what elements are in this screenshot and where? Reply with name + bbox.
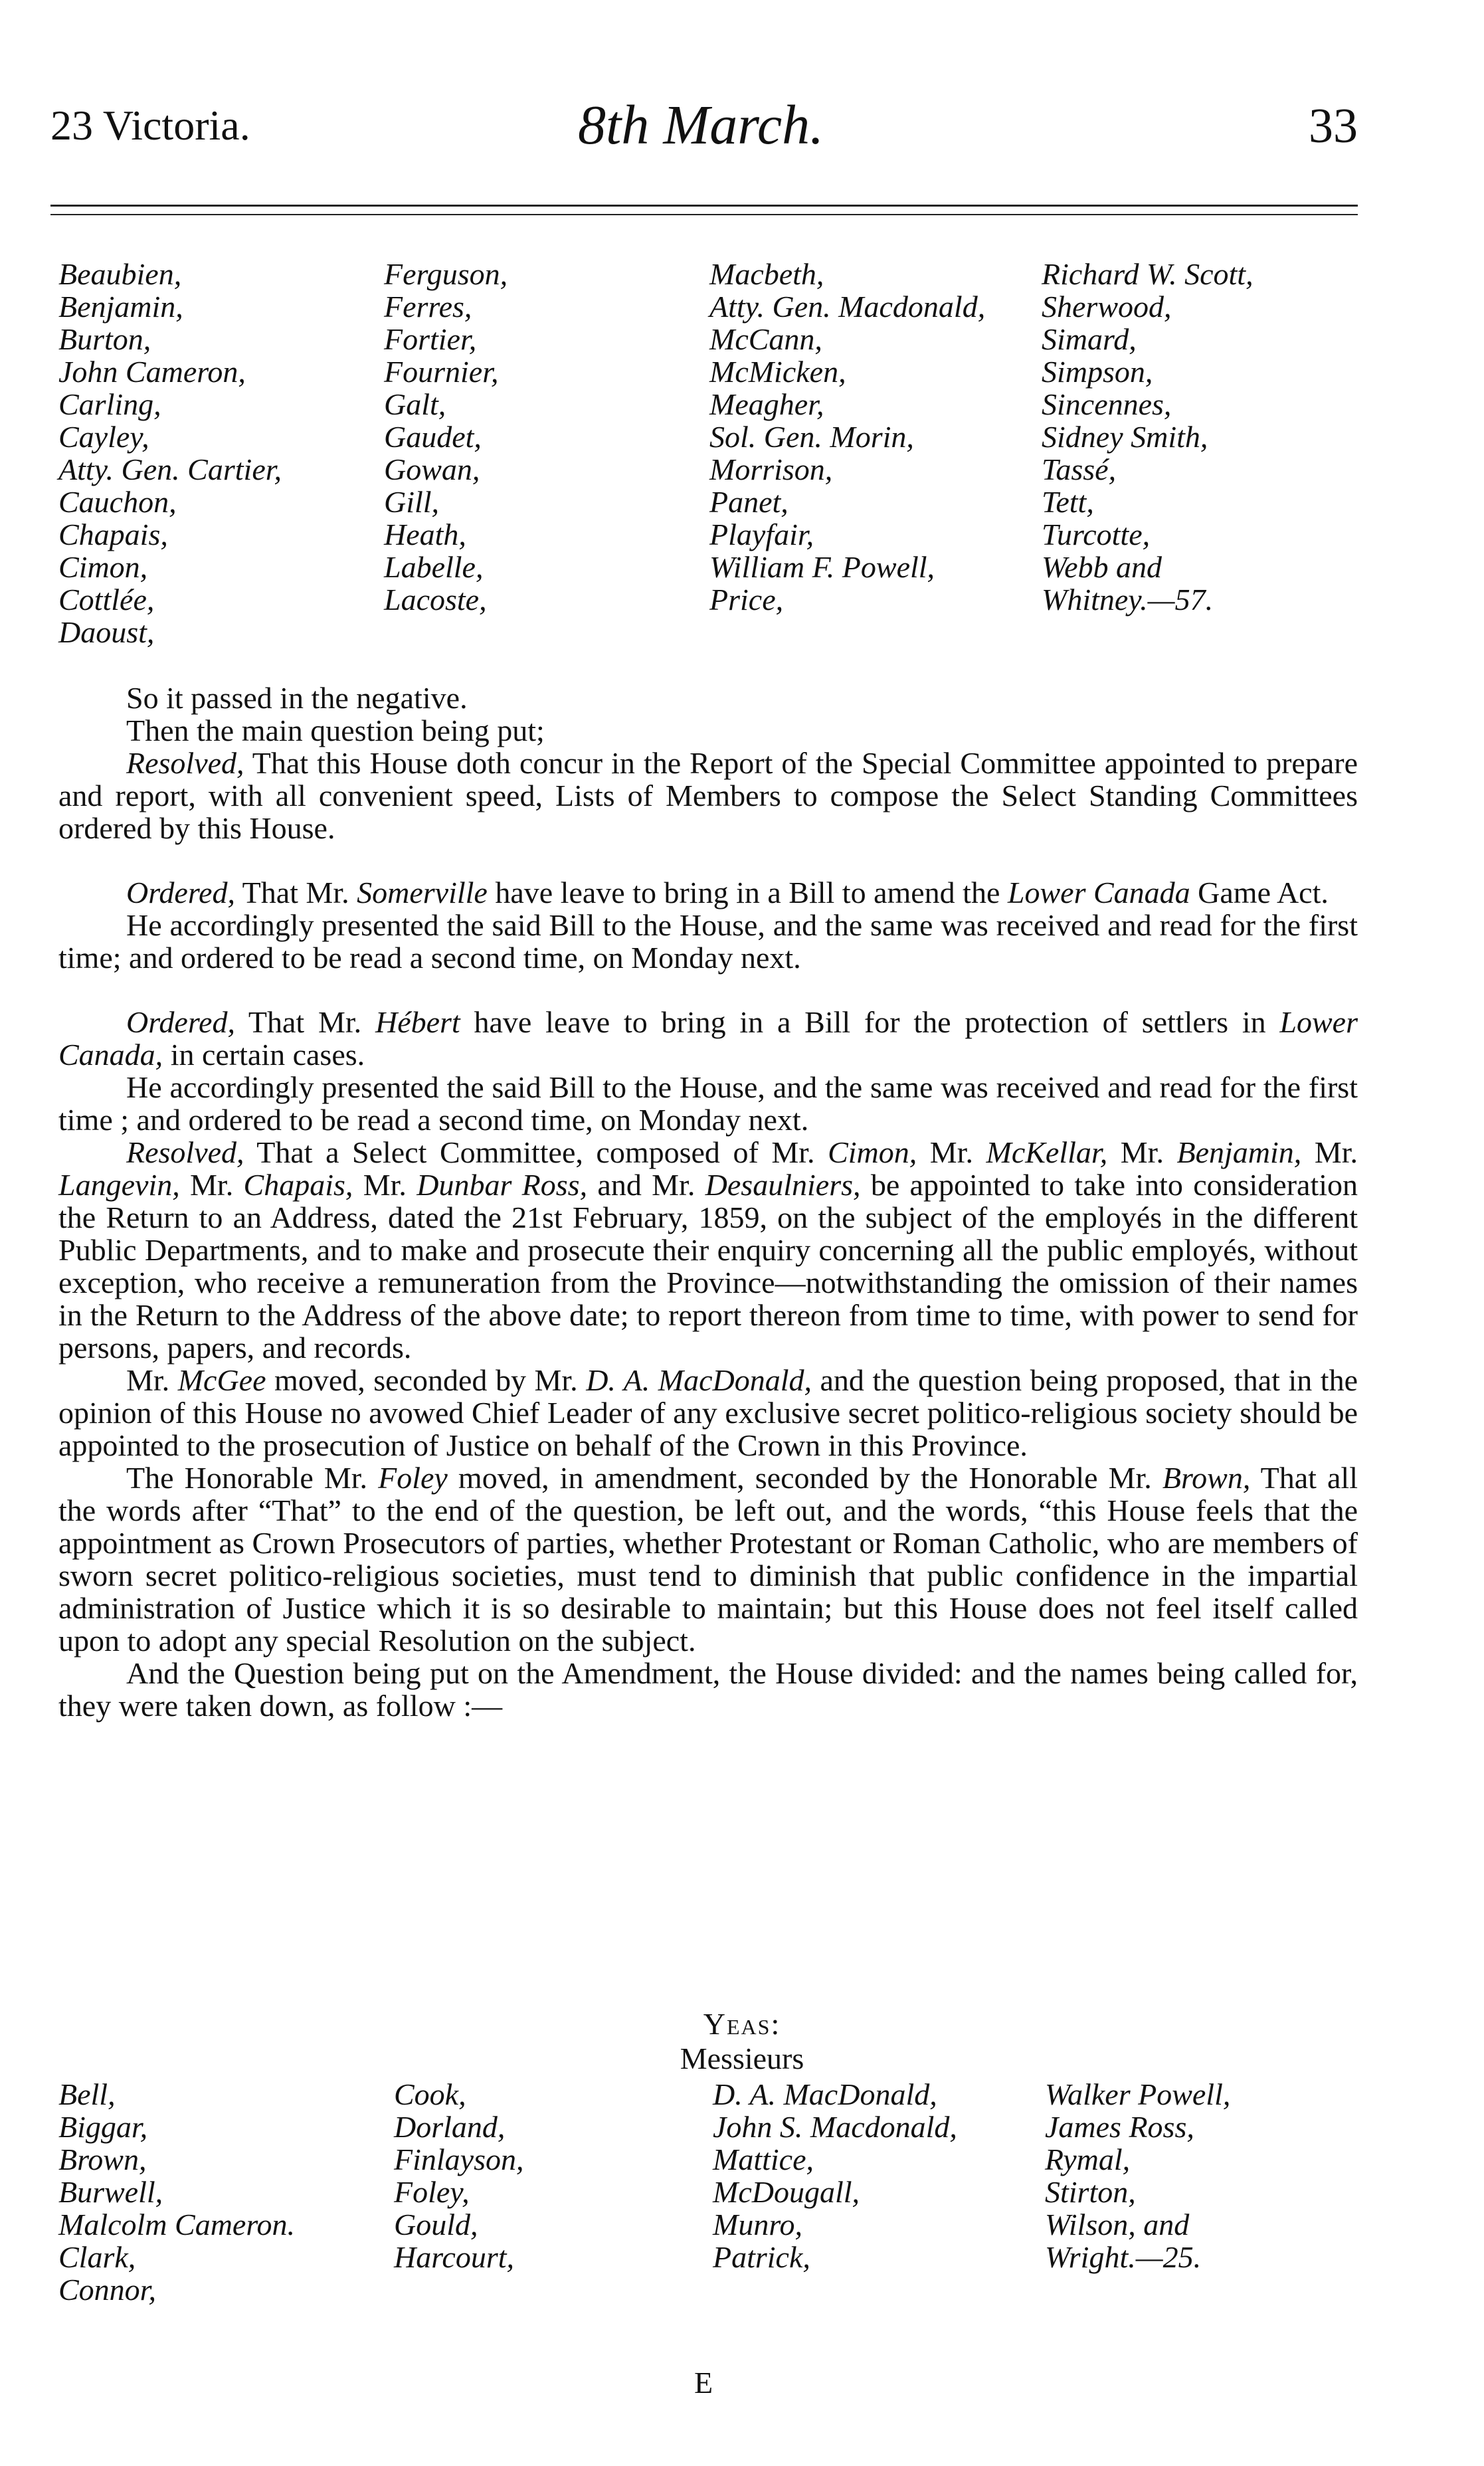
name-entry: Simpson, bbox=[1042, 355, 1153, 389]
name-entry: Gowan, bbox=[384, 452, 480, 486]
nays-col-3 bbox=[709, 258, 985, 616]
name-entry: Turcotte, bbox=[1042, 518, 1151, 551]
name-entry: Dorland, bbox=[394, 2110, 506, 2144]
name-entry: McMicken, bbox=[709, 355, 846, 389]
name-entry: Tassé, bbox=[1042, 452, 1117, 486]
name-entry: Sincennes, bbox=[1042, 387, 1172, 421]
name-entry: Cauchon, bbox=[58, 485, 177, 519]
header-date: 8th March. bbox=[578, 94, 824, 156]
name-entry: Ferres, bbox=[384, 290, 472, 324]
name-entry: Daoust, bbox=[58, 615, 155, 649]
name-entry: Munro, bbox=[713, 2208, 803, 2241]
name-entry: Biggar, bbox=[58, 2110, 148, 2144]
name-entry: Richard W. Scott, bbox=[1042, 257, 1253, 291]
name-entry: Macbeth, bbox=[709, 257, 824, 291]
name-entry: Whitney.—57. bbox=[1042, 583, 1214, 616]
name-entry: Gould, bbox=[394, 2208, 478, 2241]
name-entry: John Cameron, bbox=[58, 355, 246, 389]
name-entry: Burwell, bbox=[58, 2175, 163, 2209]
name-entry: Bell, bbox=[58, 2077, 116, 2111]
paragraph-main-question: Then the main question being put; bbox=[126, 713, 545, 747]
journal-body bbox=[58, 682, 1358, 1722]
paragraph-resolved-report: Resolved, That this House doth concur in the Report of the Special Committee appointed to prepare and report, with all convenient speed, Lists of Members to compose the Select Standing Committees ordered by this House. bbox=[58, 746, 1358, 845]
paragraph-ordered-somerville: Ordered, That Mr. Somerville have leave to bring in a Bill to amend the Lower Canada Game Act. bbox=[126, 876, 1329, 909]
paragraph-mcgee-motion: Mr. McGee moved, seconded by Mr. D. A. MacDonald, and the question being proposed, that in the opinion of this House no avowed Chief Leader of any exclusive secret politico-religious society should be appointed to the prosecution of Justice on behalf of the Crown in this Province. bbox=[58, 1363, 1358, 1462]
name-entry: Sherwood, bbox=[1042, 290, 1172, 324]
name-entry: Galt, bbox=[384, 387, 446, 421]
paragraph-select-committee: Resolved, That a Select Committee, composed of Mr. Cimon, Mr. McKellar, Mr. Benjamin, Mr. Langevin, Mr. Chapais, Mr. Dunbar Ross, and Mr. Desaulniers, be appointed to take into consideration the Return to an Address, dated the 21st February, 1859, on the subject of the employés in the different Public Departments, and to make and prosecute their enquiry concerning all the public employés, without exception, who receive a remuneration from the Province—notwithstanding the omission of their names in the Return to the Address of the above date; to report thereon from time to time, with power to send for persons, papers, and records. bbox=[58, 1135, 1358, 1365]
name-entry: Malcolm Cameron. bbox=[58, 2208, 296, 2241]
name-entry: John S. Macdonald, bbox=[713, 2110, 957, 2144]
name-entry: Playfair, bbox=[709, 518, 814, 551]
name-entry: Wright.—25. bbox=[1045, 2240, 1202, 2274]
name-entry: Simard, bbox=[1042, 322, 1137, 356]
name-entry: Mattice, bbox=[713, 2142, 814, 2176]
name-entry: Webb and bbox=[1042, 550, 1162, 584]
name-entry: Labelle, bbox=[384, 550, 484, 584]
nays-col-1 bbox=[58, 258, 282, 648]
yeas-col-1 bbox=[58, 2078, 295, 2306]
name-entry: Atty. Gen. Cartier, bbox=[58, 452, 282, 486]
name-entry: Cayley, bbox=[58, 420, 149, 454]
name-entry: Atty. Gen. Macdonald, bbox=[709, 290, 986, 324]
name-entry: Sol. Gen. Morin, bbox=[709, 420, 914, 454]
nays-col-4 bbox=[1042, 258, 1253, 616]
name-entry: William F. Powell, bbox=[709, 550, 935, 584]
name-entry: Patrick, bbox=[713, 2240, 810, 2274]
name-entry: Walker Powell, bbox=[1045, 2077, 1231, 2111]
name-entry: Ferguson, bbox=[384, 257, 508, 291]
header-regnal-year: 23 Victoria. bbox=[50, 102, 250, 149]
name-entry: Heath, bbox=[384, 518, 466, 551]
name-entry: Clark, bbox=[58, 2240, 136, 2274]
name-entry: Tett, bbox=[1042, 485, 1094, 519]
paragraph-bill-presented-1: He accordingly presented the said Bill to the House, and the same was received and read for the first time; and ordered to be read a second time, on Monday next. bbox=[58, 908, 1358, 975]
page-number: 33 bbox=[1309, 99, 1358, 153]
name-entry: Carling, bbox=[58, 387, 161, 421]
paragraph-ordered-hebert: Ordered, That Mr. Hébert have leave to bring in a Bill for the protection of settlers in Lower Canada, in certain cases. bbox=[58, 1005, 1358, 1072]
yeas-col-2 bbox=[394, 2078, 523, 2273]
name-entry: Panet, bbox=[709, 485, 788, 519]
name-entry: Benjamin, bbox=[58, 290, 183, 324]
name-entry: Fournier, bbox=[384, 355, 499, 389]
name-entry: D. A. MacDonald, bbox=[713, 2077, 937, 2111]
paragraph-foley-amendment: The Honorable Mr. Foley moved, in amendment, seconded by the Honorable Mr. Brown, That all the words after “That” to the end of the question, be left out, and the words, “this House feels that the appointment as Crown Prosecutors of parties, whether Protestant or Roman Catholic, who are members of sworn secret politico-religious societies, must tend to diminish that public confidence in the impartial administration of Justice which it is so desirable to maintain; but this House does not feel itself called upon to adopt any special Resolution on the subject. bbox=[58, 1461, 1358, 1658]
yeas-col-3 bbox=[713, 2078, 957, 2273]
name-entry: Gaudet, bbox=[384, 420, 482, 454]
name-entry: Connor, bbox=[58, 2273, 156, 2307]
name-entry: Rymal, bbox=[1045, 2142, 1131, 2176]
name-entry: Lacoste, bbox=[384, 583, 487, 616]
name-entry: Burton, bbox=[58, 322, 151, 356]
paragraph-division: And the Question being put on the Amendment, the House divided: and the names being called for, they were taken down, as follow :— bbox=[58, 1656, 1358, 1723]
nays-col-2 bbox=[384, 258, 508, 616]
signature-mark: E bbox=[694, 2366, 713, 2400]
name-entry: Brown, bbox=[58, 2142, 147, 2176]
name-entry: McDougall, bbox=[713, 2175, 860, 2209]
name-entry: Chapais, bbox=[58, 518, 168, 551]
header-rule-double bbox=[50, 214, 1358, 215]
name-entry: Meagher, bbox=[709, 387, 824, 421]
name-entry: Cottlée, bbox=[58, 583, 155, 616]
name-entry: Gill, bbox=[384, 485, 440, 519]
name-entry: Morrison, bbox=[709, 452, 833, 486]
name-entry: James Ross, bbox=[1045, 2110, 1194, 2144]
name-entry: Fortier, bbox=[384, 322, 477, 356]
name-entry: Cook, bbox=[394, 2077, 466, 2111]
yeas-col-4 bbox=[1045, 2078, 1230, 2273]
header-rule bbox=[50, 205, 1358, 207]
name-entry: Beaubien, bbox=[58, 257, 182, 291]
name-entry: Harcourt, bbox=[394, 2240, 515, 2274]
name-entry: Wilson, and bbox=[1045, 2208, 1190, 2241]
messieurs-heading: Messieurs bbox=[680, 2041, 804, 2075]
name-entry: Cimon, bbox=[58, 550, 148, 584]
name-entry: Sidney Smith, bbox=[1042, 420, 1208, 454]
paragraph-negative: So it passed in the negative. bbox=[126, 681, 468, 715]
yeas-heading: Yeas: bbox=[703, 2007, 781, 2041]
name-entry: Stirton, bbox=[1045, 2175, 1136, 2209]
name-entry: Finlayson, bbox=[394, 2142, 524, 2176]
paragraph-bill-presented-2: He accordingly presented the said Bill to the House, and the same was received and read for the first time ; and ordered to be read a second time, on Monday next. bbox=[58, 1070, 1358, 1137]
name-entry: Foley, bbox=[394, 2175, 470, 2209]
name-entry: McCann, bbox=[709, 322, 822, 356]
name-entry: Price, bbox=[709, 583, 784, 616]
